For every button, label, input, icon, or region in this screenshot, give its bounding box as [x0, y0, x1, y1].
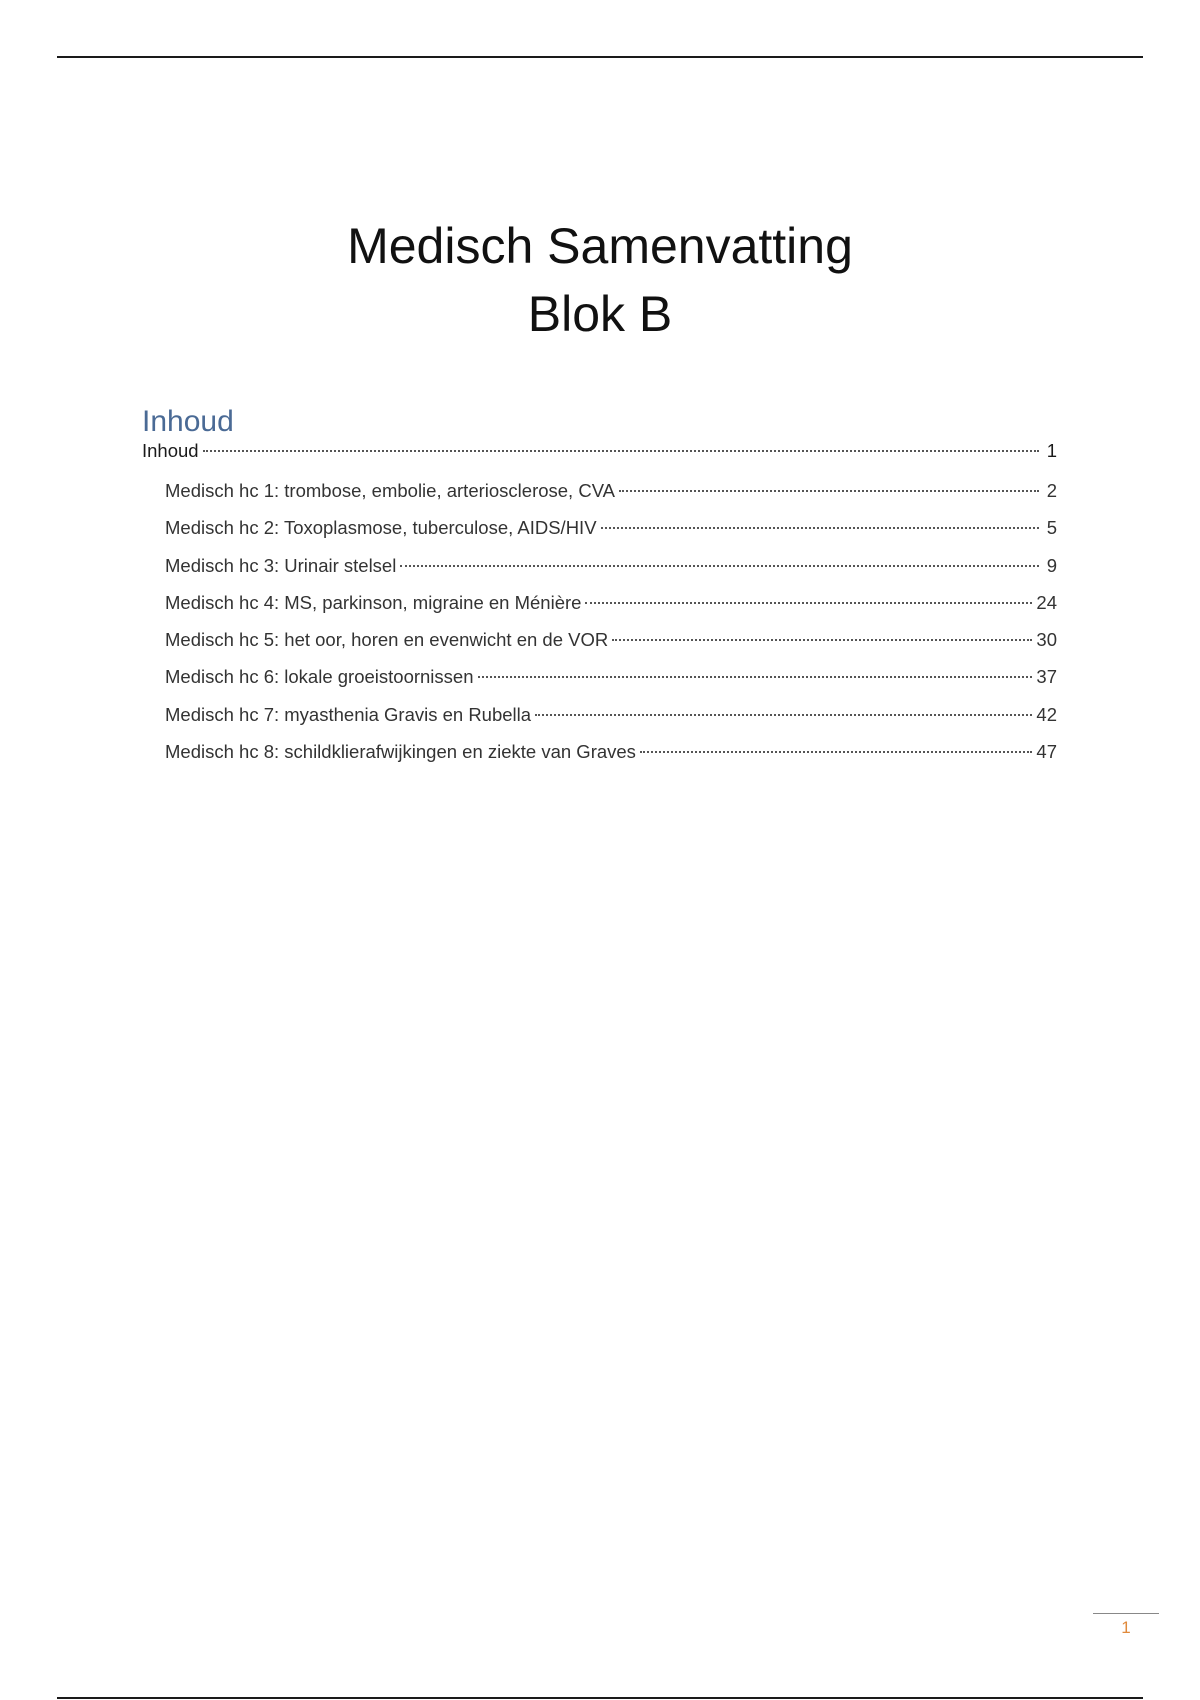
toc-entry-label: Medisch hc 6: lokale groeistoornissen: [165, 666, 474, 688]
toc-entry-hc2[interactable]: [142, 517, 1057, 554]
toc-entry-label: Medisch hc 3: Urinair stelsel: [165, 554, 397, 576]
toc-entry-page: 24: [1036, 591, 1057, 613]
toc-heading: Inhoud: [142, 405, 234, 438]
page-number-rule: [1093, 1613, 1159, 1614]
toc-entry-label: Medisch hc 1: trombose, embolie, arteriosclerose, CVA: [165, 480, 616, 501]
toc-entry-hc5[interactable]: [142, 629, 1057, 666]
toc-entry-hc6[interactable]: [142, 666, 1057, 703]
toc-entry-hc3[interactable]: [142, 555, 1057, 592]
header-rule: [57, 56, 1143, 58]
toc-entry-label: Medisch hc 7: myasthenia Gravis en Rubella: [165, 703, 532, 725]
toc-entry-page: 1: [1046, 440, 1057, 461]
toc-entry-label: Medisch hc 8: schildklierafwijkingen en ziekte van Graves: [165, 741, 636, 763]
footer-rule: [57, 1697, 1143, 1699]
toc-entry-label: Medisch hc 4: MS, parkinson, migraine en Ménière: [165, 591, 582, 613]
document-title-line-2: Blok B: [527, 286, 673, 342]
toc-entry-label: Medisch hc 2: Toxoplasmose, tuberculose, AIDS/HIV: [165, 517, 597, 539]
toc-entry-inhoud[interactable]: [142, 440, 1057, 480]
toc-dot-leader: [203, 450, 1039, 452]
toc-entry-hc1[interactable]: [142, 480, 1057, 517]
document-title: [0, 212, 1200, 348]
toc-entry-page: 5: [1046, 517, 1057, 539]
document-title-line-1: Medisch Samenvatting: [347, 218, 853, 274]
toc-entry-hc8[interactable]: [142, 741, 1057, 778]
toc-entry-label: Inhoud: [142, 440, 199, 461]
toc-dot-leader: [585, 602, 1032, 604]
toc-entry-page: 9: [1046, 554, 1057, 576]
page-number: 1: [1121, 1618, 1131, 1637]
toc-entry-page: 37: [1036, 666, 1057, 688]
toc-dot-leader: [535, 714, 1032, 716]
toc-entry-page: 47: [1036, 741, 1057, 763]
toc-entry-hc4[interactable]: [142, 592, 1057, 629]
toc-entry-page: 30: [1036, 629, 1057, 651]
toc-dot-leader: [478, 676, 1033, 678]
toc-entry-page: 42: [1036, 703, 1057, 725]
toc-dot-leader: [601, 527, 1039, 529]
table-of-contents: [142, 440, 1057, 778]
toc-dot-leader: [612, 639, 1032, 641]
toc-entry-hc7[interactable]: [142, 704, 1057, 741]
toc-entry-page: 2: [1046, 480, 1057, 501]
toc-dot-leader: [619, 490, 1039, 492]
toc-dot-leader: [400, 565, 1039, 567]
toc-entry-label: Medisch hc 5: het oor, horen en evenwicht en de VOR: [165, 629, 609, 651]
toc-dot-leader: [640, 751, 1032, 753]
